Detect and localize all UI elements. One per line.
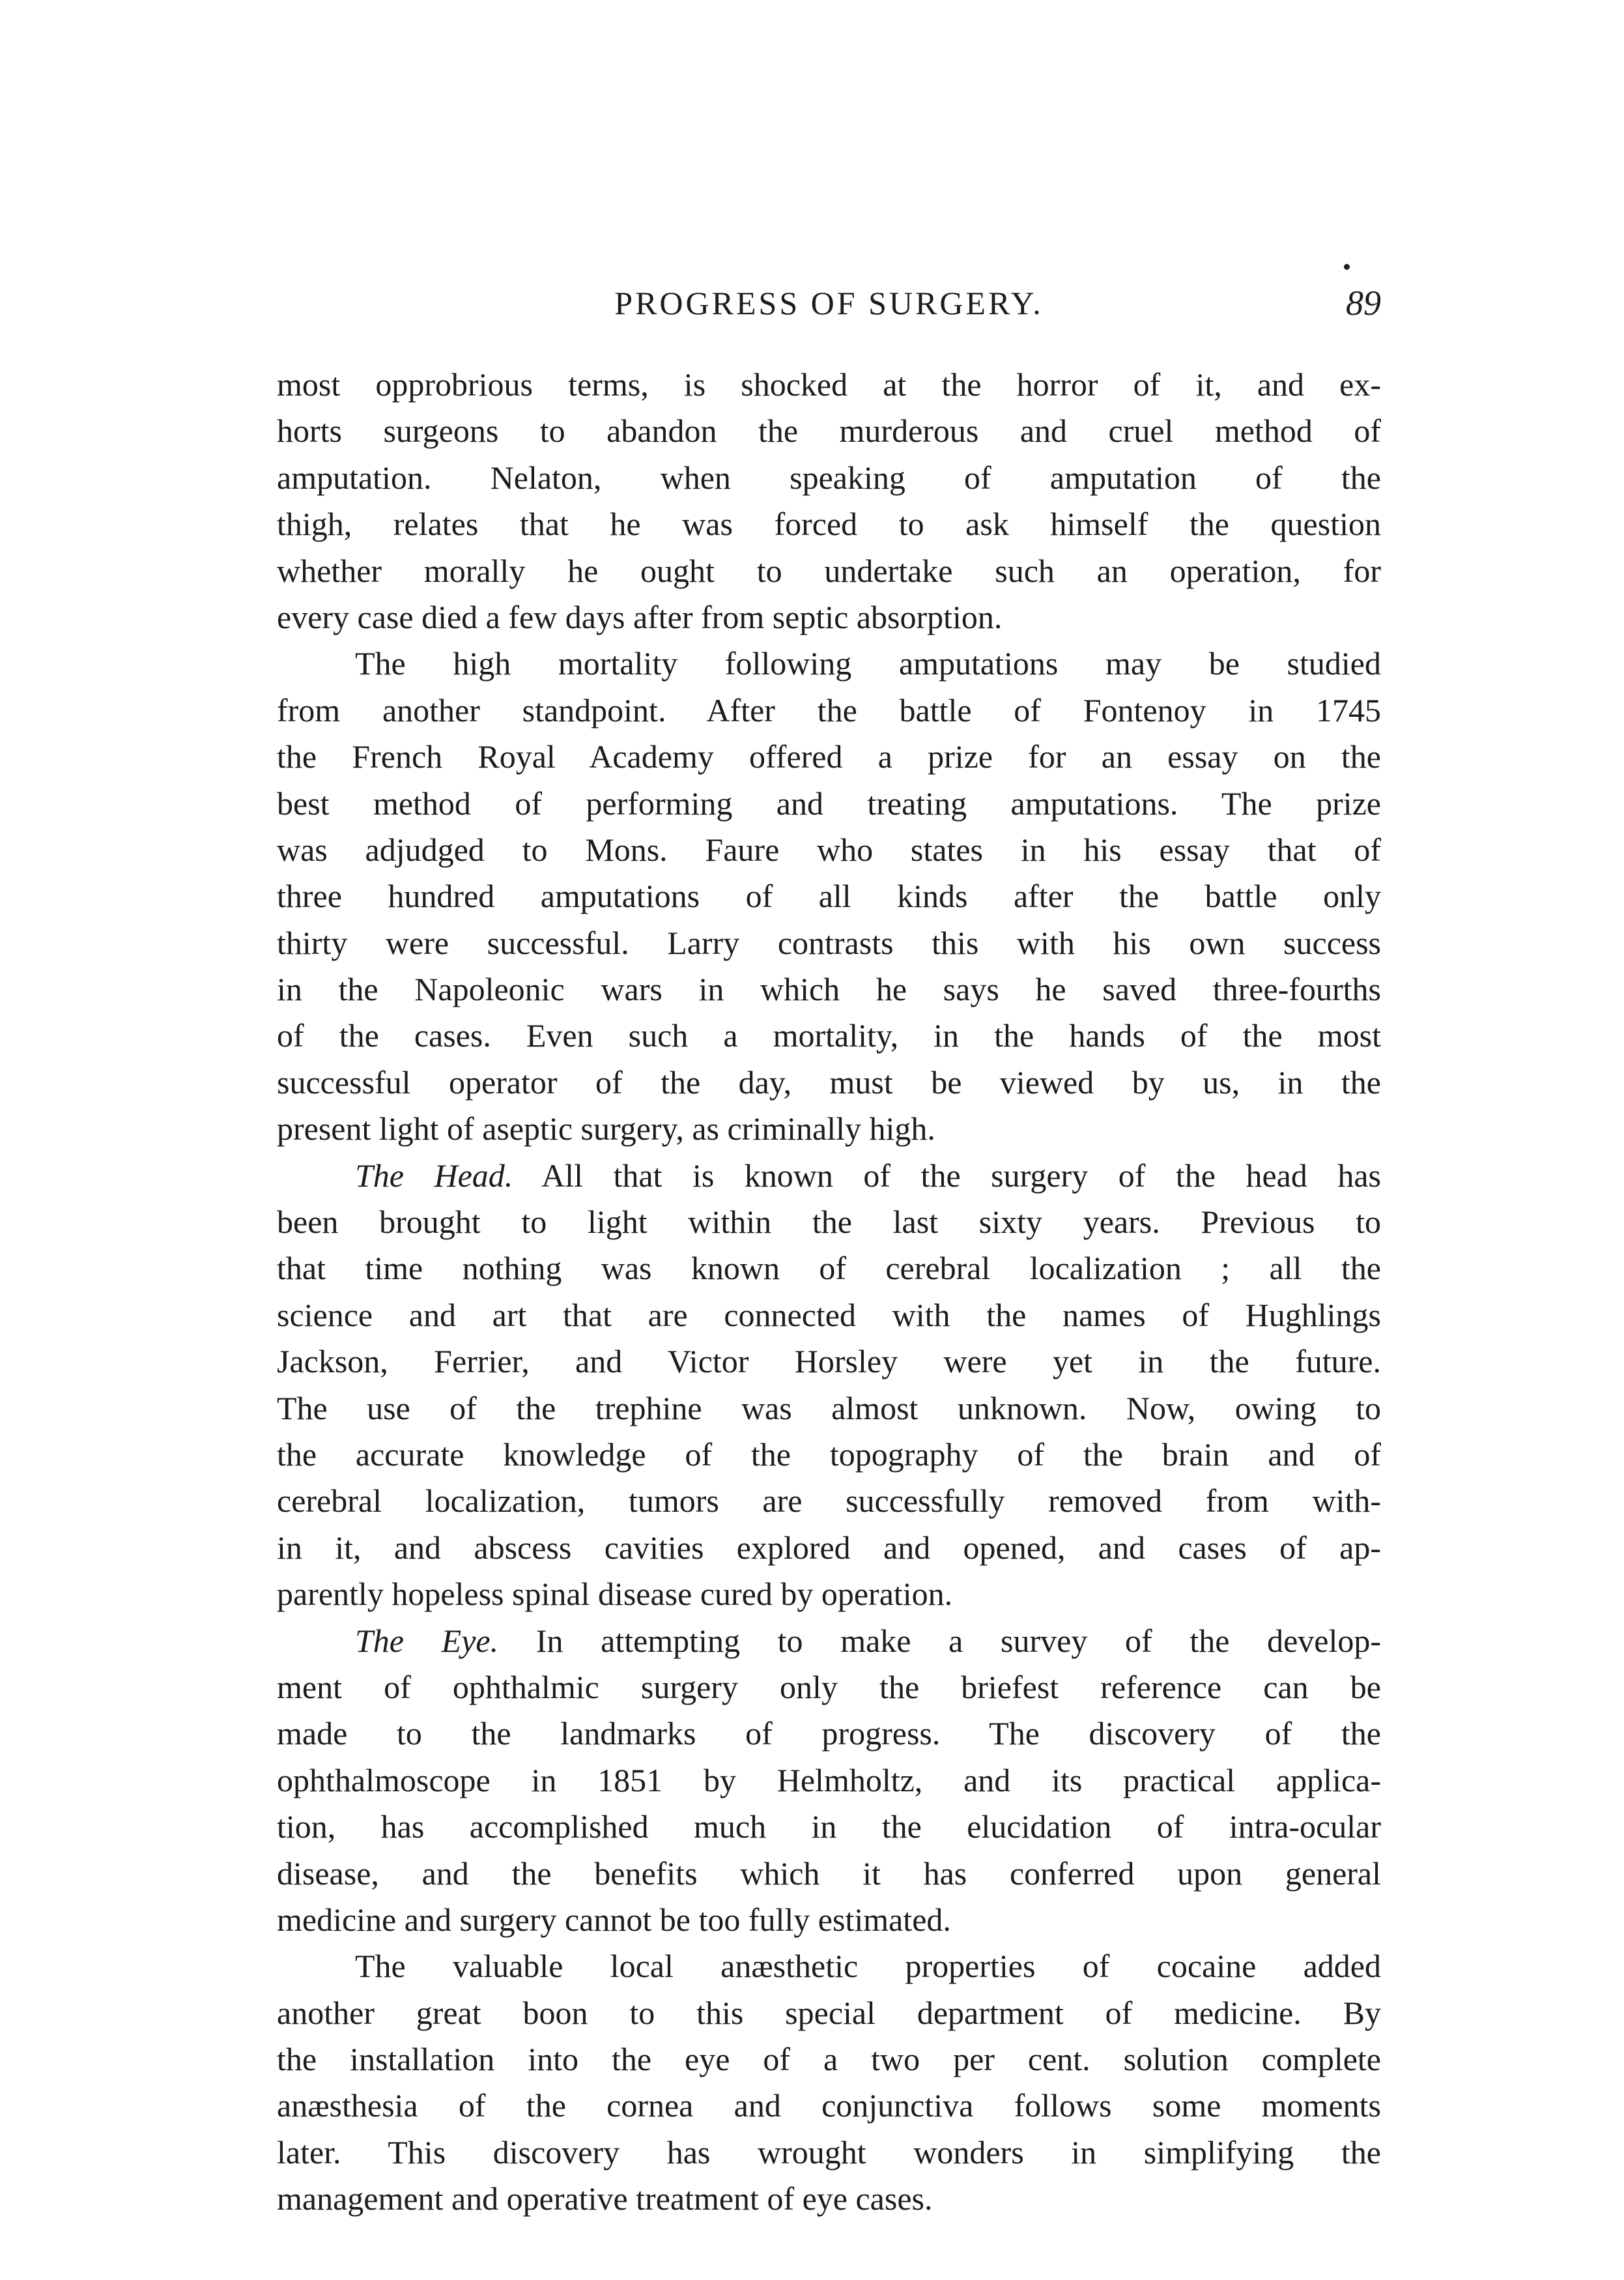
text-line: every case died a few days after from septic absorption.	[277, 598, 1003, 635]
text-line: The valuable local anæsthetic properties of cocaine added	[355, 1948, 1381, 1985]
text-line: disease, and the benefits which it has conferred upon general	[277, 1854, 1381, 1892]
text-line: anæsthesia of the cornea and conjunctiva follows some moments	[277, 2087, 1381, 2124]
text-line: Jackson, Ferrier, and Victor Horsley were yet in the future.	[277, 1343, 1381, 1380]
text-line: three hundred amputations of all kinds after the battle only	[277, 878, 1381, 915]
text-line: tion, has accomplished much in the elucidation of intra-ocular	[277, 1808, 1381, 1845]
text-line: the installation into the eye of a two per cent. solution complete	[277, 2041, 1381, 2078]
body-text	[277, 362, 1381, 2223]
section-heading-head: The Head.	[355, 1157, 513, 1194]
text-line: management and operative treatment of eye cases.	[277, 2180, 933, 2217]
text-line: best method of performing and treating amputations. The prize	[277, 785, 1381, 822]
text-line: The high mortality following amputations may be studied	[355, 645, 1381, 682]
running-title: PROGRESS OF SURGERY.	[614, 285, 1044, 321]
text-line: of the cases. Even such a mortality, in the hands of the most	[277, 1017, 1381, 1054]
text-line: in the Napoleonic wars in which he says he saved three-fourths	[277, 971, 1381, 1008]
running-head	[277, 277, 1381, 329]
text-line: medicine and surgery cannot be too fully estimated.	[277, 1901, 951, 1938]
text-line: most opprobrious terms, is shocked at the horror of it, and ex-	[277, 366, 1381, 403]
text-line: ophthalmoscope in 1851 by Helmholtz, and its practical applica-	[277, 1761, 1381, 1798]
text-line: ment of ophthalmic surgery only the briefest reference can be	[277, 1668, 1381, 1705]
text-line: amputation. Nelaton, when speaking of amputation of the	[277, 459, 1381, 496]
text-line: science and art that are connected with the names of Hughlings	[277, 1296, 1381, 1333]
text-line: from another standpoint. After the battle of Fontenoy in 1745	[277, 691, 1381, 729]
text-line: thigh, relates that he was forced to ask himself the question	[277, 506, 1381, 543]
text-line: the accurate knowledge of the topography of the brain and of	[277, 1436, 1381, 1473]
text-line: cerebral localization, tumors are successfully removed from with-	[277, 1482, 1381, 1520]
text-line: The use of the trephine was almost unknown. Now, owing to	[277, 1389, 1381, 1426]
text-line: the French Royal Academy offered a prize for an essay on the	[277, 738, 1381, 775]
text-line: another great boon to this special department of medicine. By	[277, 1994, 1381, 2031]
text-line: thirty were successful. Larry contrasts this with his own success	[277, 924, 1381, 961]
text-line: successful operator of the day, must be viewed by us, in the	[277, 1063, 1381, 1101]
text-line: whether morally he ought to undertake such an operation, for	[277, 552, 1381, 589]
text-line: in it, and abscess cavities explored and opened, and cases of ap-	[277, 1529, 1381, 1566]
text-line: later. This discovery has wrought wonders in simplifying the	[277, 2133, 1381, 2171]
section-heading-eye: The Eye.	[355, 1622, 499, 1659]
page-number: 89	[1346, 283, 1381, 323]
section-head-paragraph-line	[277, 1153, 1381, 1199]
text-line: parently hopeless spinal disease cured by operation.	[277, 1576, 953, 1613]
text-line: made to the landmarks of progress. The discovery of the	[277, 1715, 1381, 1752]
text-line: horts surgeons to abandon the murderous and cruel method of	[277, 412, 1381, 450]
text-line: that time nothing was known of cerebral localization ; all the	[277, 1250, 1381, 1287]
text-line: All that is known of the surgery of the head has	[541, 1157, 1381, 1194]
text-line: was adjudged to Mons. Faure who states in his essay that of	[277, 831, 1381, 868]
text-line: In attempting to make a survey of the develop-	[535, 1622, 1381, 1659]
print-mark	[1344, 264, 1350, 270]
text-line: been brought to light within the last sixty years. Previous to	[277, 1204, 1381, 1241]
section-eye-paragraph-line	[277, 1618, 1381, 1664]
text-line: present light of aseptic surgery, as criminally high.	[277, 1110, 935, 1147]
